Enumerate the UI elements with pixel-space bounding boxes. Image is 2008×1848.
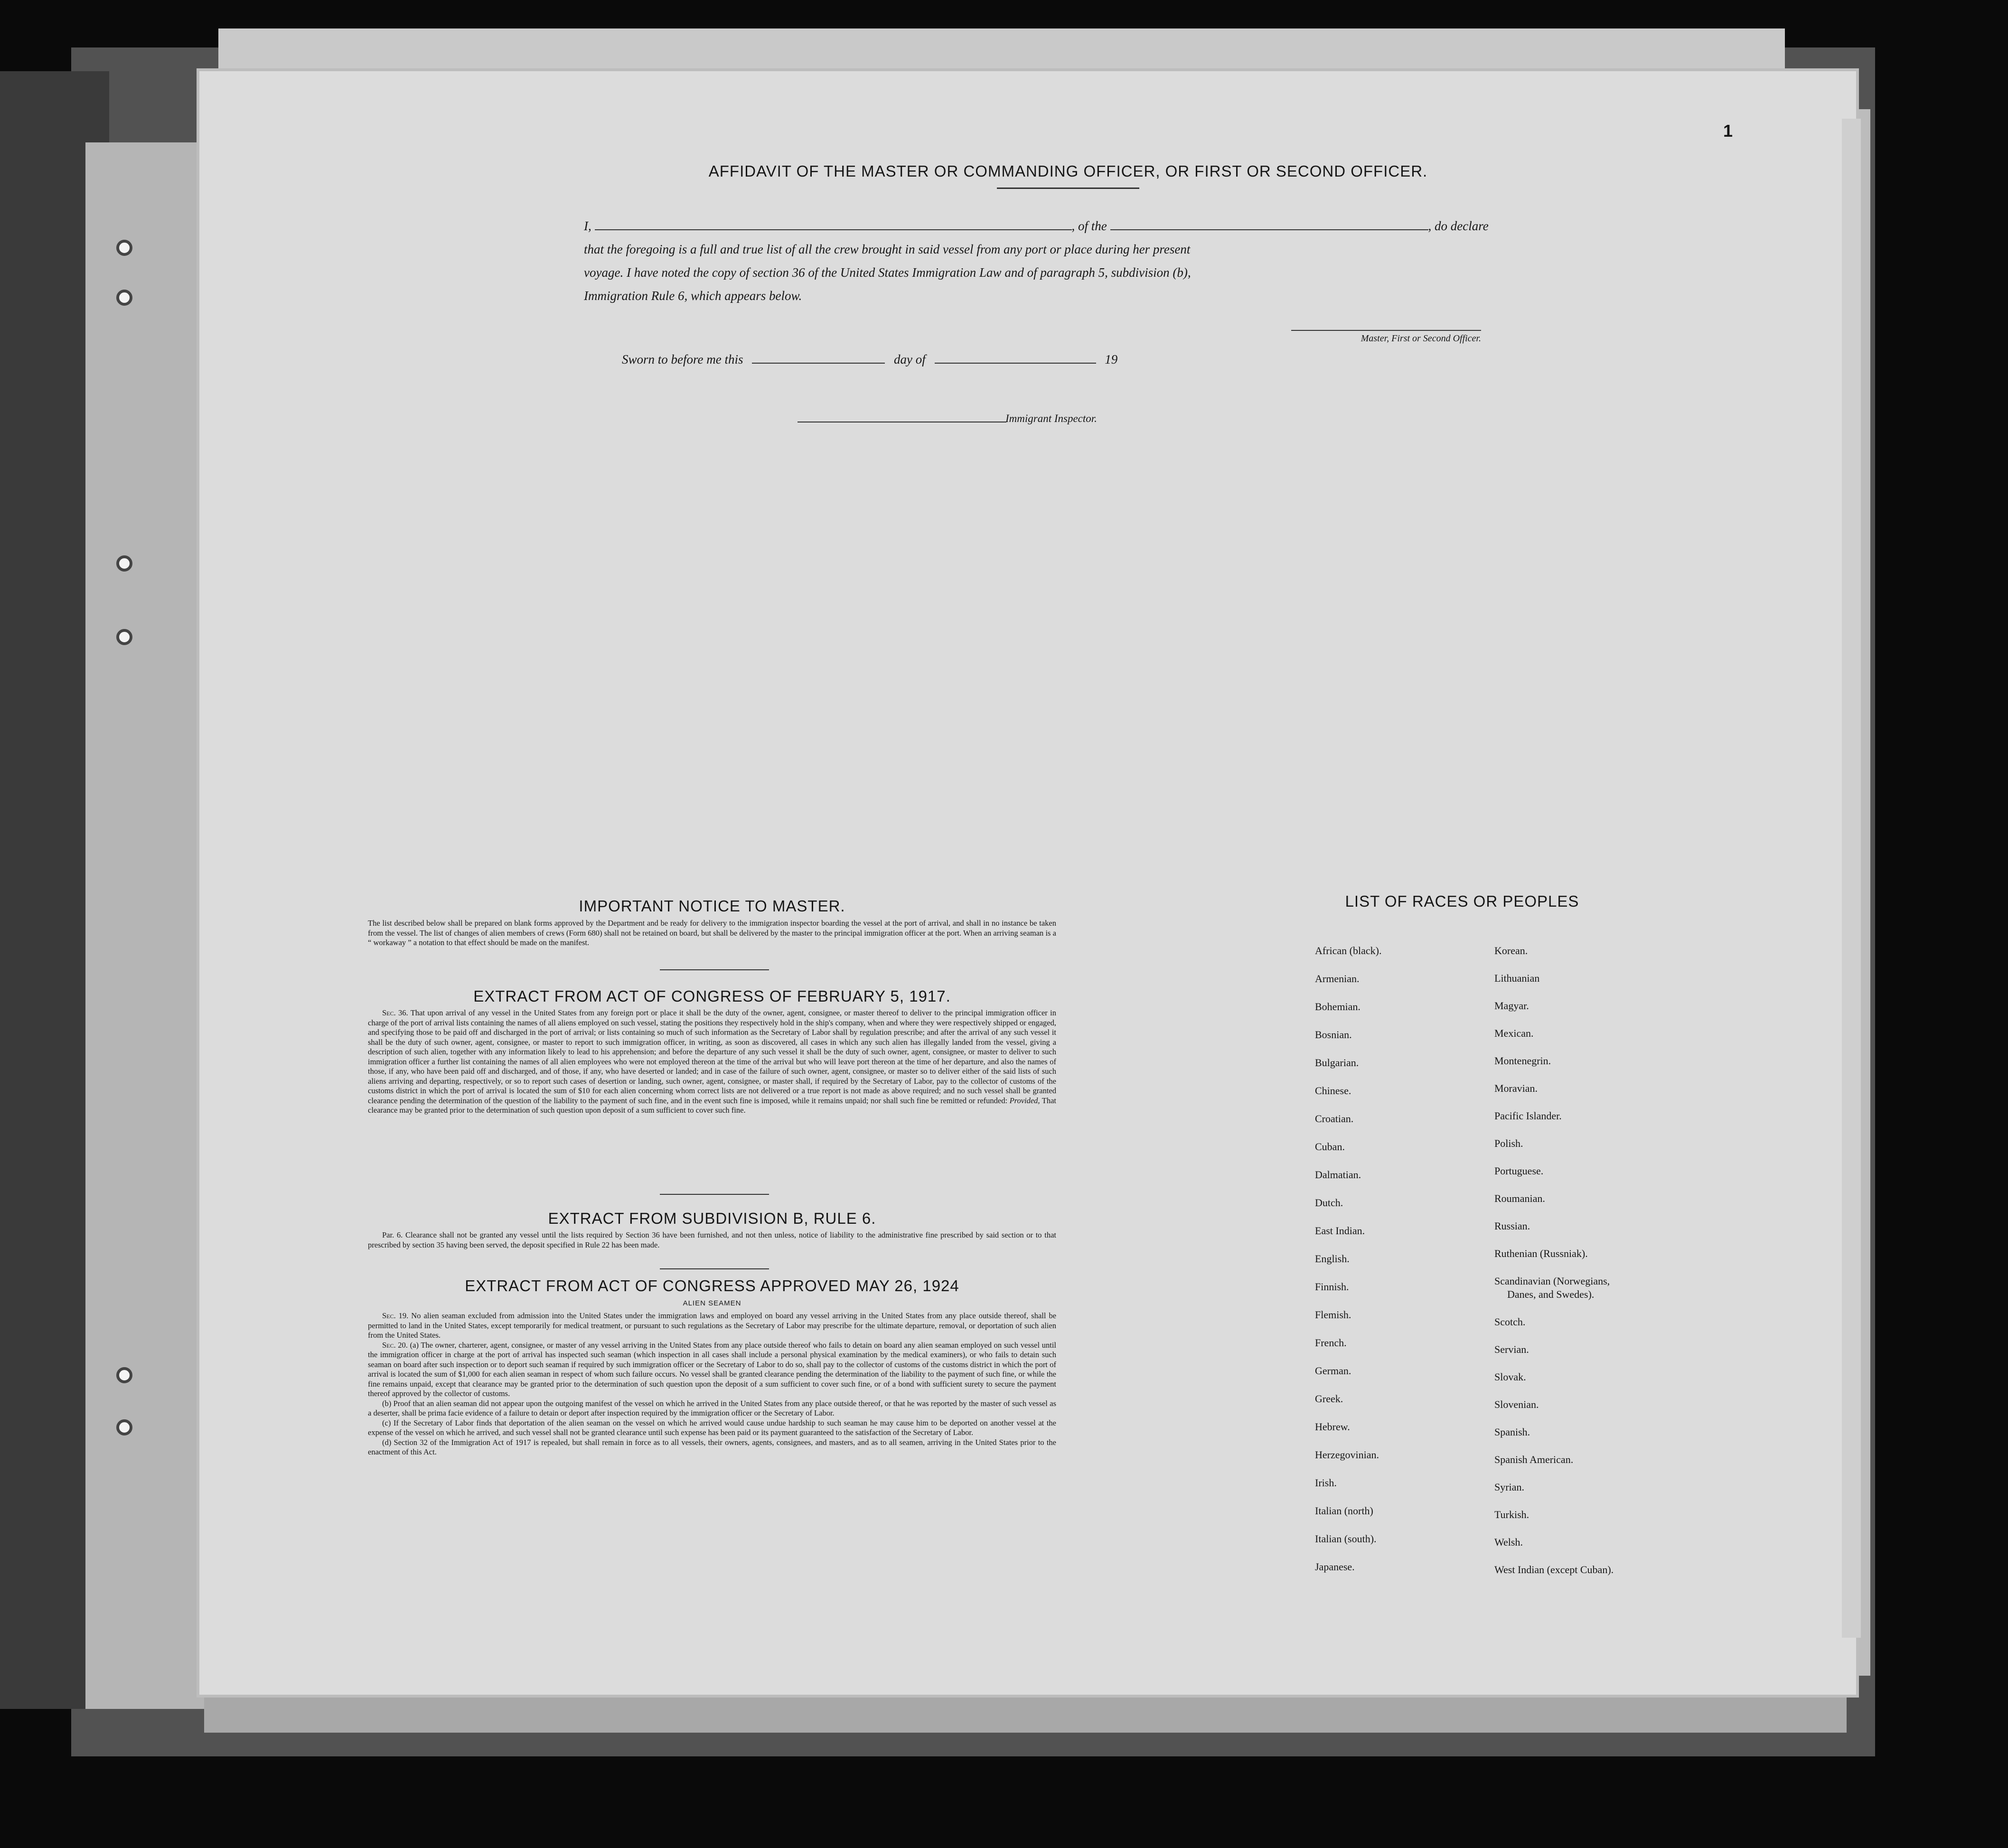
race-item: Pacific Islander. (1494, 1110, 1562, 1122)
race-item: Syrian. (1494, 1481, 1524, 1493)
sec-19-label: Sec. 19. (382, 1311, 409, 1320)
race-item: Slovak. (1494, 1371, 1526, 1383)
affidavit-line-4: Immigration Rule 6, which appears below. (584, 289, 802, 303)
race-item: Roumanian. (1494, 1192, 1545, 1204)
race-item: Japanese. (1315, 1561, 1355, 1573)
race-item: Finnish. (1315, 1281, 1349, 1293)
extract-1924-title: EXTRACT FROM ACT OF CONGRESS APPROVED MAY 26, 1924 (465, 1277, 959, 1295)
race-item: Montenegrin. (1494, 1055, 1551, 1067)
race-item: West Indian (except Cuban). (1494, 1564, 1614, 1576)
underlying-sheet-left (85, 142, 204, 1709)
affidavit-line-2: that the foregoing is a full and true list of all the crew brought in said vessel from any port or place during her present (584, 242, 1191, 256)
race-item: Hebrew. (1315, 1421, 1350, 1433)
sec-20a-body: (a) The owner, charterer, agent, consignee, or master of any vessel arriving in the United States from any place outside thereof who fails to detain on board any alien seaman employed on such vessel until the immigration officer in charge at the port of arrival has inspected such seaman (which inspection in all cases shall include a personal physical examination by the medical examiners), or who fails to detain such seaman on board after such inspection or to deport such seaman if required by such immigration officer or the Secretary of Labor to do so, shall pay to the collector of customs of the customs district in which the port of arrival is located the sum of $1,000 for each alien seaman in respect of whom such failure occurs. No vessel shall be granted clearance pending the determination of the liability to the payment of such fine, or while the fine remains unpaid, except that clearance may be granted prior to the determination of such question upon the deposit of a sum sufficient to cover such fine, or of a bond with sufficient surety to secure the payment thereof approved by the collector of customs. (368, 1340, 1057, 1398)
race-item: Armenian. (1315, 973, 1360, 985)
affidavit-declare: , do declare (1428, 219, 1489, 233)
race-item: Welsh. (1494, 1536, 1523, 1548)
day-of-label: day of (894, 352, 926, 366)
race-item: East Indian. (1315, 1225, 1365, 1237)
sec-36-body: That upon arrival of any vessel in the United States from any foreign port or place it shall be the duty of the owner, agent, consignee, or master thereof to deliver to the principal immigration officer in charge of the port of arrival lists containing the names of all aliens employed on such vessel, stating the positions they respectively hold in the ship's company, when and where they were respectively shipped or engaged, and specifying those to be paid off and discharged in the port of arrival; or lists containing so much of such information as the Secretary of Labor shall by regulation prescribe; and after the arrival of any such vessel it shall be the duty of such owner, agent, consignee, or master to report to such immigration officer, in writing, as soon as discovered, all cases in which any such alien has illegally landed from the vessel, giving a description of such alien, together with any information likely to lead to his apprehension; and before the departure of any such vessel it shall be the duty of such owner, agent, consignee, or master to deliver to such immigration officer a further list containing the names of all alien employees who were not employed thereon at the time of the arrival but who will leave port thereon at the time of her departure, and also the names of those, if any, who have been paid off and discharged, and of those, if any, who have deserted or landed; and in case of the failure of such owner, agent, consignee, or master so to deliver either of the said lists of such aliens arriving and departing, respectively, or so to report such cases of desertion or landing, such owner, agent, consignee, or master shall, if required by the Secretary of Labor, pay to the collector of customs of the customs district in which the port of arrival is located the sum of $10 for each alien concerning whom correct lists are not delivered or a true report is not made as above required; and no such vessel shall be granted clearance pending the determination of the question of the liability to the payment of such fine, and in the event such fine is imposed, while it remains unpaid; nor shall such fine be remitted or refunded: (368, 1008, 1056, 1105)
race-item: Danes, and Swedes). (1507, 1288, 1595, 1300)
proviso-label: Provided, (1009, 1096, 1040, 1105)
sec-20d: (d) Section 32 of the Immigration Act of 1917 is repealed, but shall remain in force as to all vessels, their owners, agents, consignees, and masters, and as to all seamen, arriving in the United States prior to the enactment of this Act. (368, 1437, 1056, 1456)
race-item: Bulgarian. (1315, 1057, 1359, 1069)
sec-20b: (b) Proof that an alien seaman did not appear upon the outgoing manifest of the vessel on which he arrived in the United States from any place outside thereof, or that he was reported by the master of such vessel as a deserter, shall be prima facie evidence of a failure to detain or deport after inspection required by the immigration officer or the Secretary of Labor. (368, 1398, 1056, 1417)
race-item: Magyar. (1494, 1000, 1529, 1012)
binder-hole (116, 240, 132, 256)
master-name-field[interactable] (595, 217, 1072, 230)
sec-20a (368, 1341, 1056, 1399)
inspector-caption: Immigrant Inspector. (1005, 413, 1097, 424)
divider (660, 969, 769, 970)
race-item: French. (1315, 1337, 1347, 1349)
sec-36-label: Sec. 36. (382, 1008, 408, 1017)
affidavit-line-3: voyage. I have noted the copy of section 36 of the United States Immigration Law and of paragraph 5, subdivision (b), (584, 265, 1191, 280)
affidavit-of-the: , of the (1071, 219, 1107, 233)
race-item: Slovenian. (1494, 1398, 1539, 1410)
divider (997, 188, 1139, 189)
binder-hole (116, 629, 132, 645)
race-item: Turkish. (1494, 1509, 1529, 1520)
sworn-label: Sworn to before me this (622, 352, 743, 366)
sec-20-label: Sec. 20. (382, 1340, 408, 1350)
race-item: Polish. (1494, 1137, 1523, 1149)
sworn-line (622, 350, 1117, 367)
extract-rule6-title: EXTRACT FROM SUBDIVISION B, RULE 6. (548, 1210, 876, 1227)
race-item: Spanish American. (1494, 1454, 1574, 1465)
page-number: 1 (1723, 121, 1733, 141)
divider (660, 1268, 769, 1269)
signature-caption: Master, First or Second Officer. (1361, 333, 1481, 344)
sec-20c: (c) If the Secretary of Labor finds that deportation of the alien seaman on the vessel on which he arrived would cause undue hardship to such seaman he may cause him to be deported on another vessel at the expense of the vessel on which he arrived, and such vessel shall not be granted clearance until such expense has been paid or its payment guaranteed to the satisfaction of the Secretary of Labor. (368, 1418, 1056, 1437)
race-item: Bosnian. (1315, 1029, 1352, 1041)
underlying-sheet-bottom (204, 1690, 1847, 1733)
race-item: Italian (south). (1315, 1533, 1377, 1545)
sec-19 (368, 1311, 1056, 1341)
torn-edge (1842, 119, 1861, 1638)
race-item: Lithuanian (1494, 972, 1540, 984)
race-item: Italian (north) (1315, 1505, 1373, 1517)
race-item: Russian. (1494, 1220, 1530, 1232)
race-item: Moravian. (1494, 1082, 1538, 1094)
affidavit-i: I, (584, 219, 591, 233)
affidavit-declaration (584, 215, 1505, 308)
races-title: LIST OF RACES OR PEOPLES (1345, 892, 1579, 910)
affidavit-title: AFFIDAVIT OF THE MASTER OR COMMANDING OFFICER, OR FIRST OR SECOND OFFICER. (708, 162, 1428, 180)
binder-hole (116, 290, 132, 306)
proviso-body: That clearance may be granted prior to the determination of such question upon deposit of a sum sufficient to cover such fine. (368, 1096, 1057, 1115)
race-item: Dalmatian. (1315, 1169, 1361, 1181)
race-item: Chinese. (1315, 1085, 1351, 1097)
race-item: Croatian. (1315, 1113, 1354, 1125)
signature-line[interactable] (1291, 330, 1481, 331)
divider (660, 1194, 769, 1195)
vessel-name-field[interactable] (1110, 217, 1428, 230)
binder-hole (116, 1367, 132, 1383)
race-item: Scandinavian (Norwegians, (1494, 1275, 1610, 1287)
year-label: 19 (1105, 352, 1118, 366)
race-item: Spanish. (1494, 1426, 1530, 1438)
binder-hole (116, 1419, 132, 1435)
race-item: English. (1315, 1253, 1350, 1265)
race-item: Irish. (1315, 1477, 1337, 1489)
extract-1917-text (368, 1008, 1056, 1116)
sworn-day-field[interactable] (752, 350, 885, 364)
race-item: Bohemian. (1315, 1001, 1361, 1013)
race-item: Dutch. (1315, 1197, 1343, 1209)
race-item: Korean. (1494, 945, 1528, 957)
race-item: Scotch. (1494, 1316, 1526, 1328)
notice-title: IMPORTANT NOTICE TO MASTER. (579, 897, 845, 915)
race-item: German. (1315, 1365, 1351, 1377)
extract-1917-title: EXTRACT FROM ACT OF CONGRESS OF FEBRUARY 5, 1917. (473, 987, 951, 1005)
race-item: Greek. (1315, 1393, 1343, 1405)
extract-1924-text (368, 1311, 1056, 1457)
sec-19-body: No alien seaman excluded from admission into the United States under the immigration laws and employed on board any vessel arriving in the United States from any place outside thereof, shall be permitted to land in the United States, except temporarily for medical treatment, or pursuant to such regulations as the Secretary of Labor may prescribe for the ultimate departure, removal, or deportation of such alien from the United States. (368, 1311, 1057, 1340)
race-item: Portuguese. (1494, 1165, 1544, 1177)
sworn-month-field[interactable] (935, 350, 1096, 364)
binder-hole (116, 555, 132, 572)
race-item: Ruthenian (Russniak). (1494, 1248, 1588, 1259)
race-item: Flemish. (1315, 1309, 1351, 1321)
race-item: Servian. (1494, 1343, 1529, 1355)
extract-rule6-text: Par. 6. Clearance shall not be granted any vessel until the lists required by Section 36 have been furnished, and not then unless, notice of liability to the administrative fine prescribed by said section or to that prescribed by section 35 having been served, the deposit specified in Rule 22 has been made. (368, 1230, 1056, 1249)
race-item: Cuban. (1315, 1141, 1345, 1153)
race-item: Mexican. (1494, 1027, 1534, 1039)
notice-text: The list described below shall be prepared on blank forms approved by the Department and be ready for delivery to the immigration inspector boarding the vessel at the port of arrival, and shall in no instance be taken from the vessel. The list of changes of alien members of crews (Form 680) shall not be retained on board, but shall be delivered by the master to the principal immigration officer at the port. When an arriving seaman is a “ workaway ” a notation to that effect should be made on the manifest. (368, 919, 1056, 947)
alien-seamen-subtitle: ALIEN SEAMEN (683, 1299, 741, 1307)
race-item: Herzegovinian. (1315, 1449, 1379, 1461)
race-item: African (black). (1315, 945, 1382, 957)
